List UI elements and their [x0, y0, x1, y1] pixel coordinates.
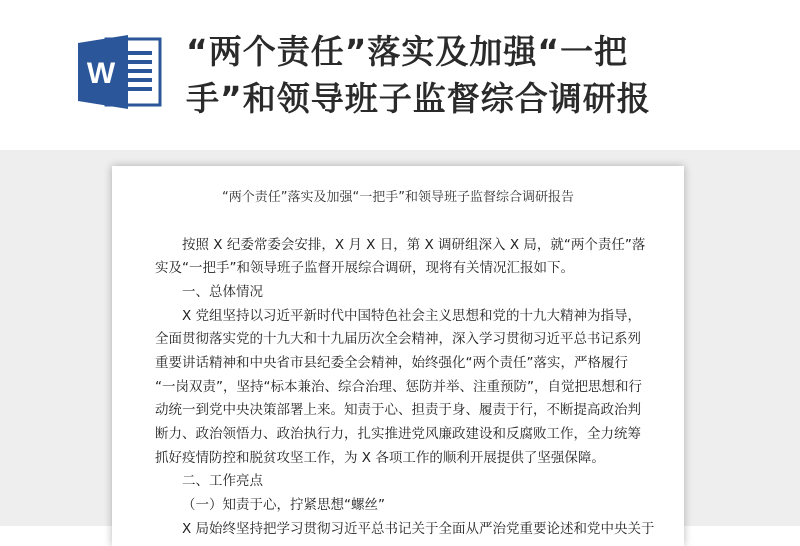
section-heading: 一、总体情况: [182, 284, 263, 300]
subsection-heading: （一）知责于心，拧紧思想“螺丝”: [182, 497, 385, 513]
paragraph-line: 动统一到党中央决策部署上来。知责于心、担责于身、履责于行，不断提高政治判: [155, 402, 641, 418]
word-icon-letter: W: [86, 57, 116, 90]
paragraph-line: 实及“一把手”和领导班子监督开展综合调研，现将有关情况汇报如下。: [155, 260, 574, 276]
paragraph-line: 重要讲话精神和中央省市县纪委全会精神，始终强化“两个责任”落实，严格履行: [155, 355, 628, 371]
paragraph-line: X 党组坚持以习近平新时代中国特色社会主义思想和党的十九大精神为指导，: [182, 308, 642, 324]
paragraph-line: “一岗双责”，坚持“标本兼治、综合治理、惩防并举、注重预防”，自觉把思想和行: [155, 379, 642, 395]
title-line-1: “两个责任”落实及加强“一把: [186, 32, 629, 71]
document-title: “两个责任”落实及加强“一把手”和领导班子监督综合调研报告: [222, 190, 574, 205]
paragraph-line: X 局始终坚持把学习贯彻习近平总书记关于全面从严治党重要论述和党中央关于: [182, 521, 655, 537]
document-page: [112, 166, 684, 546]
word-icon: [76, 33, 166, 111]
paragraph-line: 断力、政治领悟力、政治执行力，扎实推进党风廉政建设和反腐败工作，全力统筹: [155, 426, 641, 442]
title-line-2: 手”和领导班子监督综合调研报: [186, 79, 651, 118]
paragraph-line: 全面贯彻落实党的十九大和十九届历次全会精神，深入学习贯彻习近平总书记系列: [155, 331, 641, 347]
header-banner: [0, 0, 800, 150]
paragraph-line: 按照 X 纪委常委会安排，X 月 X 日，第 X 调研组深入 X 局，就“两个责任”落: [182, 237, 646, 253]
section-heading: 二、工作亮点: [182, 473, 263, 489]
paragraph-line: 抓好疫情防控和脱贫攻坚工作，为 X 各项工作的顺利开展提供了坚强保障。: [155, 450, 605, 466]
page-title: [186, 28, 776, 122]
